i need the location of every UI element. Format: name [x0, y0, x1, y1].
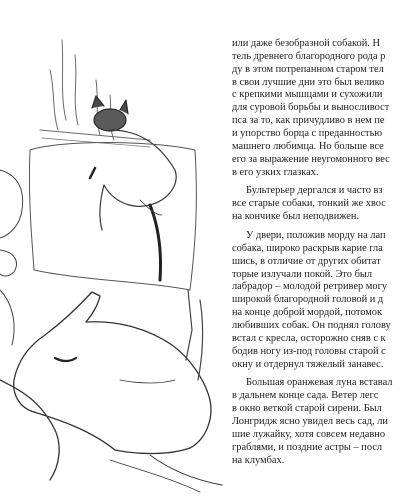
text-line: шись, в отличие от других обитат — [232, 255, 381, 267]
text-line: граблями, и поздние астры – посл — [232, 441, 383, 453]
text-line: на кончике был неподвижен. — [232, 211, 360, 223]
text-line: Большая оранжевая луна вставал — [246, 377, 393, 389]
text-line: широкой благородной головой и д — [232, 294, 384, 306]
figure-arm-sketch — [0, 170, 23, 345]
siamese-cat-sketch — [90, 96, 176, 280]
text-line: в его узких глазках. — [232, 166, 319, 178]
text-line: все старые собаки, тонкий же хвос — [232, 198, 386, 210]
text-line: и упорство борца с преданностью — [232, 128, 383, 140]
text-line: шие лужайку, хотя совсем недавно — [232, 428, 386, 440]
window-plant-sketch — [40, 40, 150, 147]
text-line: Лонгридж ясно увидел весь сад, ли — [232, 416, 388, 428]
text-line: Бультерьер дергался и часто вз — [246, 185, 383, 197]
text-line: лабрадор – молодой ретривер могу — [232, 281, 388, 293]
text-line: торые излучали покой. Это был — [232, 268, 373, 280]
text-line: на конце доброй мордой, потомок — [232, 307, 383, 319]
text-column — [232, 38, 400, 478]
text-line: в дальнем конце сада. Ветер легс — [232, 390, 379, 402]
text-line: с крепкими мышцами и сухожили — [232, 89, 383, 101]
text-line: его за выражение неугомонного вес — [232, 153, 390, 165]
text-line: окну и отдернул тяжелый занавес. — [232, 358, 384, 370]
text-line: в окно веткой старой сирени. Был — [232, 403, 382, 415]
text-line: ду в этом потрепанном старом тел — [232, 63, 384, 75]
text-line: У двери, положив морду на лап — [246, 230, 386, 242]
text-line: в свои лучшие дни это был велико — [232, 76, 385, 88]
text-line: пса за то, как причудливо в нем пе — [232, 115, 385, 127]
bull-terrier-sketch — [0, 292, 222, 492]
text-line: на клумбах. — [232, 454, 285, 466]
text-line: встал с кресла, осторожно сняв с к — [232, 332, 386, 344]
text-line: для суровой борьбы и выносливост — [232, 102, 390, 114]
text-line: машнего любимца. Но больше все — [232, 140, 384, 152]
text-line: тель древнего благородного рода р — [232, 50, 386, 62]
text-line: бодив ногу из-под головы старой с — [232, 345, 386, 357]
text-line: любивших собак. Он поднял голову — [232, 320, 391, 332]
text-line: или даже безобразной собакой. Н — [232, 38, 380, 49]
chair-leg-sketch — [186, 290, 203, 380]
text-line: собака, широко раскрыв карие гла — [232, 242, 383, 254]
